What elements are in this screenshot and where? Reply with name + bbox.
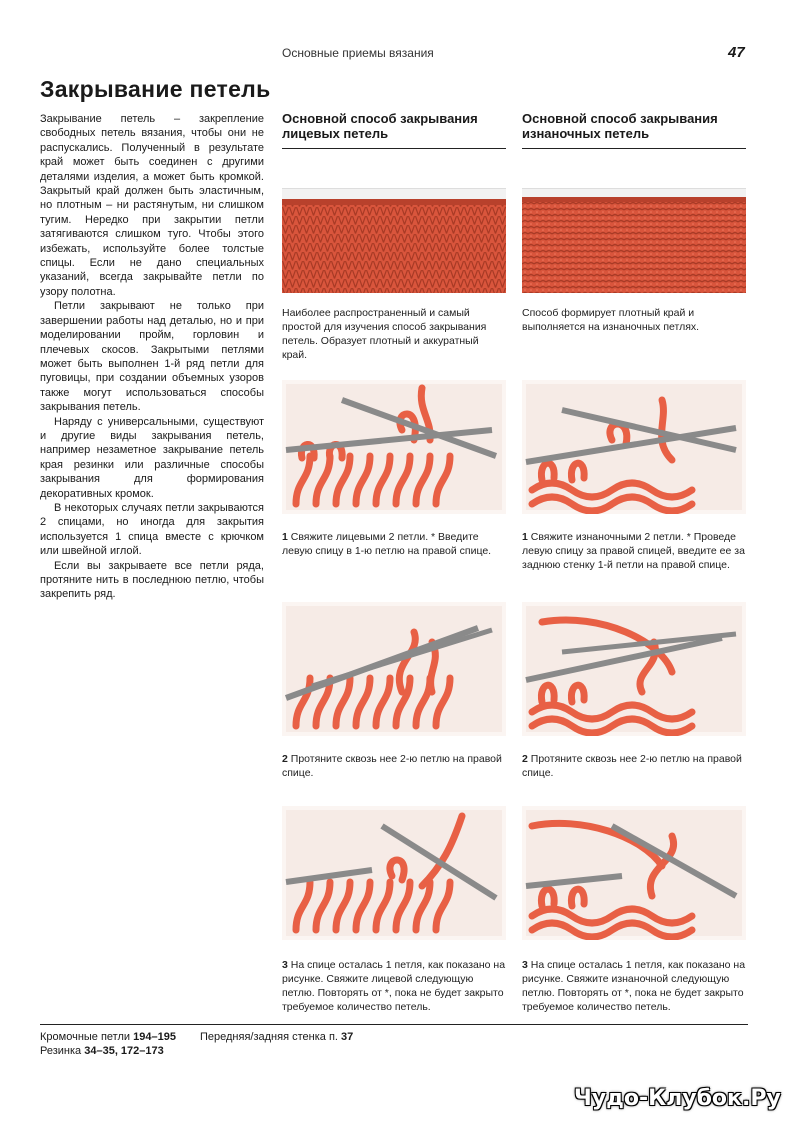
body-paragraph: Если вы закрываете все петли ряда, протяните нить в последнюю петлю, чтобы закрепить ряд. (40, 559, 264, 601)
knit-step-3-illustration (282, 806, 506, 940)
step-number: 3 (522, 959, 528, 971)
step-text: На спице осталась 1 петля, как показано на рисунке. Свяжите изнаночной следующую петлю. Повторять от *, пока не будет закрыто требуемое количество петель. (522, 959, 746, 1013)
cross-ref-pages: 34–35, 172–173 (84, 1045, 164, 1057)
cross-ref (200, 1030, 353, 1044)
knit-step-1-illustration (282, 380, 506, 514)
purl-swatch-image (522, 188, 746, 293)
knit-swatch-image (282, 188, 506, 293)
purl-step-3-illustration (522, 806, 746, 940)
body-paragraph: Петли закрывают не только при завершении работы над деталью, но и при моделировании пройм, горловин и плечевых скосов. Закрытыми петлями может быть выполнен 1-й ряд петли для пуговицы, при создании объемных узоров также могут использоваться способы закрывания петель. (40, 300, 264, 414)
knit-step-2-illustration (282, 602, 506, 736)
body-paragraph: В некоторых случаях петли закрываются 2 спицами, но иногда для закрытия используется 1 спица вместе с крючком или швейной иглой. (40, 501, 264, 558)
footer-rule (40, 1024, 748, 1025)
cross-ref-label: Резинка (40, 1045, 82, 1057)
step-text: Протяните сквозь нее 2-ю петлю на правой спице. (282, 753, 502, 779)
purl-step-2-illustration (522, 602, 746, 736)
heading-rule (282, 148, 506, 149)
cross-references (40, 1030, 176, 1058)
step-number: 2 (282, 753, 288, 765)
cross-ref (40, 1030, 176, 1044)
purl-bindoff-heading (522, 111, 752, 141)
cross-ref-label: Кромочные петли (40, 1031, 131, 1043)
purl-step-1-caption (522, 530, 746, 572)
knit-bindoff-heading (282, 111, 512, 141)
purl-step-2-caption (522, 752, 746, 780)
heading-line: Основной способ закрывания (522, 111, 718, 126)
step-text: На спице осталась 1 петля, как показано на рисунке. Свяжите лицевой следующую петлю. Повторять от *, пока не будет закрыто требуемое количество петель. (282, 959, 506, 1013)
page-title: Закрывание петель (40, 76, 271, 102)
body-paragraph: Закрывание петель – закрепление свободных петель вязания, чтобы они не распускались. Полученный в результате край может быть соединен с другими деталями изделия, а может быть кромкой. Закрытый край должен быть эластичным, но плотным – ни растянутым, ни слишком тугим. Нередко при закрытии петли затягиваются слишком туго. Чтобы этого избежать, используйте более толстые спицы. Если не дано специальных указаний, всегда закрывайте петли по узору полотна. (40, 113, 264, 298)
step-text: Протяните сквозь нее 2-ю петлю на правой спице. (522, 753, 742, 779)
heading-line: лицевых петель (282, 126, 389, 141)
knit-step-1-caption (282, 530, 506, 558)
intro-text (40, 112, 264, 602)
purl-step-3-caption (522, 958, 746, 1014)
step-text: Свяжите лицевыми 2 петли. * Введите левую спицу в 1-ю петлю на правой спице. (282, 531, 492, 557)
step-number: 1 (522, 531, 528, 543)
step-number: 3 (282, 959, 288, 971)
heading-line: изнаночных петель (522, 126, 650, 141)
knit-swatch-caption: Наиболее распространенный и самый простой для изучения способ закрывания петель. Образует плотный и аккуратный край. (282, 307, 487, 361)
step-text: Свяжите изнаночными 2 петли. * Проведе левую спицу за правой спицей, введите ее за заднюю стенку 1-й петли на правой спице. (522, 531, 745, 571)
knit-step-2-caption (282, 752, 506, 780)
running-head: Основные приемы вязания (282, 46, 434, 60)
watermark: Чудо-Клубок.Ру (574, 1086, 781, 1111)
cross-ref (40, 1044, 176, 1058)
step-number: 1 (282, 531, 288, 543)
cross-ref-label: Передняя/задняя стенка п. (200, 1031, 338, 1043)
heading-rule (522, 148, 746, 149)
purl-step-1-illustration (522, 380, 746, 514)
body-paragraph: Наряду с универсальными, существуют и другие виды закрывания петель, например незаметное закрывание петель края резинки или различные способы закрывания для формирования декоративных кромок. (40, 415, 264, 500)
page-number: 47 (728, 44, 745, 61)
knit-step-3-caption (282, 958, 506, 1014)
cross-ref-pages: 37 (341, 1031, 354, 1043)
heading-line: Основной способ закрывания (282, 111, 478, 126)
step-number: 2 (522, 753, 528, 765)
purl-swatch-caption: Способ формирует плотный край и выполняется на изнаночных петлях. (522, 307, 700, 333)
cross-ref-pages: 194–195 (133, 1031, 176, 1043)
